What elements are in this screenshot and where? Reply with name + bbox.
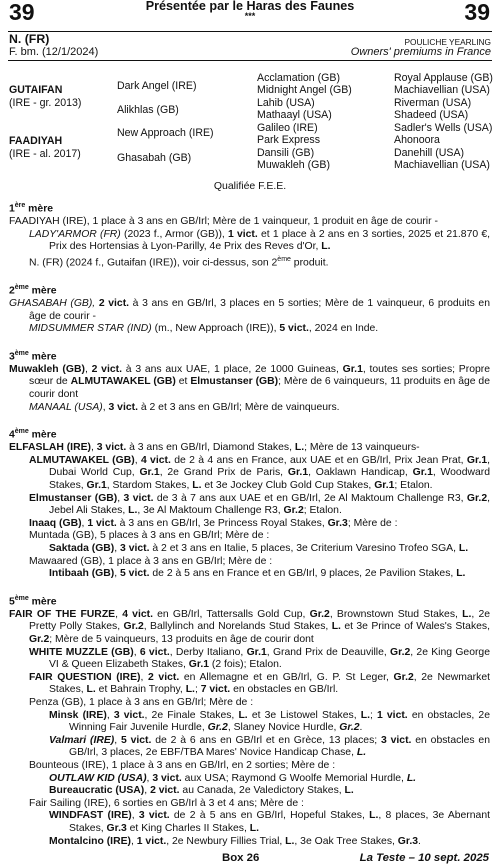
g4-ancestor: Ahonoora — [394, 134, 440, 146]
section-heading-5: 5ème mère — [9, 594, 57, 608]
produce-line: Minsk (IRE), 3 vict., 2e Finale Stakes, L. et 3e Listowel Stakes, L.; 1 vict. en obstacles, 2e Winning Fair Juvenile Hurdle, Gr.2, Slaney Novice Hurdle, Gr.2. — [49, 709, 490, 734]
g3-ancestor: Midnight Angel (GB) — [257, 84, 352, 96]
produce-line: WHITE MUZZLE (GB), 6 vict., Derby Italiano, Gr.1, Grand Prix de Deauville, Gr.2, 2e King George VI & Queen Elizabeth Stakes, Gr.1 (2 fois); Etalon. — [29, 646, 490, 671]
produce-line: ALMUTAWAKEL (GB), 4 vict. de 2 à 4 ans en France, aux UAE et en GB/Irl, Prix Jean Prat, Gr.1, Dubai World Cup, Gr.1, 2e Grand Prix de Paris, Gr.1, Oaklawn Handicap, Gr.1, Woodward Stakes, Gr.1, Stardom Stakes, L. et 3e Jockey Club Gold Cup Stakes, Gr.1; Etalon. — [29, 454, 491, 492]
box-number: Box 26 — [222, 852, 260, 864]
maternal-family — [9, 200, 490, 848]
consignor-title: Présentée par le Haras des Faunes — [145, 0, 355, 13]
g4-ancestor: Machiavellian (USA) — [394, 159, 490, 171]
g4-ancestor: Royal Applause (GB) — [394, 72, 493, 84]
sire-name: GUTAIFAN — [9, 84, 63, 96]
fifth-dam-paragraph: FAIR OF THE FURZE, 4 vict. en GB/Irl, Tattersalls Gold Cup, Gr.2, Brownstown Stud Stakes, L., 2e Pretty Polly Stakes, Gr.2, Ballylinch and Norelands Stud Stakes, L. et 3e Prince of Wales's Stakes, Gr.2; Mère de 5 vainqueurs, 13 produits en âge de courir dont — [9, 608, 490, 646]
pedigree — [0, 72, 500, 174]
g3-ancestor: Galileo (IRE) — [257, 122, 318, 134]
produce-line: LADY'ARMOR (FR) (2023 f., Armor (GB)), 1 vict. et 1 place à 2 ans en 3 sorties, 2025 et 21.870 €, Prix des Hortensias à Lyon-Parilly, 4e Prix des Reves d'Or, L. — [29, 228, 490, 253]
g3-ancestor: Muwakleh (GB) — [257, 159, 330, 171]
produce-line: MIDSUMMER STAR (IND) (m., New Approach (IRE)), 5 vict., 2024 en Inde. — [29, 323, 379, 335]
g2-ancestor: Alikhlas (GB) — [117, 104, 179, 116]
produce-line: Muntada (GB), 5 places à 3 ans en GB/Irl; Mère de : — [29, 530, 270, 542]
g4-ancestor: Sadler's Wells (USA) — [394, 122, 493, 134]
produce-line: Bounteous (IRE), 1 place à 3 ans en GB/Irl, en 2 sorties; Mère de : — [29, 759, 336, 771]
produce-line: OUTLAW KID (USA), 3 vict. aux USA; Raymond G Woolfe Memorial Hurdle, L. — [49, 772, 417, 784]
g2-ancestor: Dark Angel (IRE) — [117, 80, 197, 92]
horse-type: POULICHE YEARLING — [404, 37, 491, 47]
owners-premiums: Owners' premiums in France — [350, 46, 491, 58]
footer — [0, 852, 500, 866]
dam-desc: (IRE - al. 2017) — [9, 148, 81, 160]
g4-ancestor: Danehill (USA) — [394, 147, 465, 159]
third-dam-paragraph: Muwakleh (GB), 2 vict. à 3 ans aux UAE, 1 place, 2e 1000 Guineas, Gr.1, toutes ses sorties; Propre sœur de ALMUTAWAKEL (GB) et Elmustanser (GB); Mère de 6 vainqueurs, 11 produits en âge de courir dont — [9, 363, 490, 400]
lot-number-left: 39 — [9, 0, 35, 25]
produce-line: Elmustanser (GB), 3 vict. de 3 à 7 ans aux UAE et en GB/Irl, 2e Al Maktoum Challenge R3, Gr.2, Jebel Ali Stakes, L., 3e Al Maktoum Challenge R3, Gr.2; Etalon. — [29, 492, 490, 517]
g2-ancestor: Ghasabah (GB) — [117, 152, 192, 164]
produce-line: MANAAL (USA), 3 vict. à 2 et 3 ans en GB/Irl; Mère de vainqueurs. — [29, 401, 340, 413]
header-rule — [8, 31, 492, 32]
sire-desc: (IRE - gr. 2013) — [9, 97, 82, 109]
section-heading-3: 3ème mère — [9, 349, 57, 363]
g2-ancestor: New Approach (IRE) — [117, 127, 214, 139]
section-heading-2: 2ème mère — [9, 283, 57, 297]
name-rule — [8, 60, 492, 61]
produce-line: FAIR QUESTION (IRE), 2 vict. en Allemagne et en GB/Irl, G. P. St Leger, Gr.2, 2e Newmarket Stakes, L. et Bahrain Trophy, L.; 7 vict. en obstacles en GB/Irl. — [29, 671, 491, 696]
produce-line: Fair Sailing (IRE), 6 sorties en GB/Irl à 3 et 4 ans; Mère de : — [29, 797, 304, 809]
g4-ancestor: Riverman (USA) — [394, 97, 472, 109]
section-heading-4: 4ème mère — [9, 428, 57, 441]
g3-ancestor: Acclamation (GB) — [257, 72, 341, 84]
produce-line: Saktada (GB), 3 vict. à 2 et 3 ans en Italie, 5 places, 3e Criterium Varesino Trofeo SGA, L. — [49, 543, 469, 554]
section-heading-1: 1ère mère — [9, 202, 54, 215]
g3-ancestor: Mathaayl (USA) — [257, 109, 332, 121]
horse-sub-row — [9, 46, 491, 59]
produce-line: WINDFAST (IRE), 3 vict. de 2 à 5 ans en GB/Irl, Hopeful Stakes, L., 8 places, 3e Abernant Stakes, Gr.3 et King Charles II Stakes, L. — [49, 810, 490, 834]
horse-desc: F. bm. (12/1/2024) — [9, 46, 99, 58]
produce-line: Intibaah (GB), 5 vict. de 2 à 5 ans en France et en GB/Irl, 9 places, 2e Pavilion Stakes, L. — [49, 568, 466, 580]
lot-number-right: 39 — [464, 0, 490, 25]
fourth-dam-paragraph: ELFASLAH (IRE), 3 vict. à 3 ans en GB/Irl, Diamond Stakes, L.; Mère de 13 vainqueurs- — [9, 442, 420, 454]
produce-line: Inaaq (GB), 1 vict. à 3 ans en GB/Irl, 3e Princess Royal Stakes, Gr.3; Mère de : — [29, 517, 398, 529]
produce-line: Penza (GB), 1 place à 3 ans en GB/Irl; Mère de : — [29, 697, 254, 708]
stars: *** — [244, 11, 256, 21]
g3-ancestor: Dansili (GB) — [257, 147, 315, 159]
g4-ancestor: Machiavellian (USA) — [394, 84, 490, 96]
dam-paragraph: FAADIYAH (IRE), 1 place à 3 ans en GB/Irl; Mère de 1 vainqueur, 1 produit en âge de courir - — [9, 216, 438, 228]
horse-name: N. (FR) — [9, 32, 50, 46]
g4-ancestor: Shadeed (USA) — [394, 109, 469, 121]
produce-line: Montalcino (IRE), 1 vict., 2e Newbury Fillies Trial, L., 3e Oak Tree Stakes, Gr.3. — [49, 835, 421, 847]
qualification: Qualifiée F.E.E. — [213, 180, 287, 192]
produce-line: N. (FR) (2024 f., Gutaifan (IRE)), voir ci-dessus, son 2ème produit. — [29, 255, 329, 269]
g3-ancestor: Park Express — [257, 134, 320, 146]
produce-line: Valmari (IRE), 5 vict. de 2 à 6 ans en GB/Irl et en Grèce, 13 places; 3 vict. en obstacles en GB/Irl, 3 places, 2e EBF/TBA Mares' Novice Handicap Chase, L. — [49, 734, 490, 759]
dam-name: FAADIYAH — [9, 135, 63, 147]
sale-place-date: La Teste – 10 sept. 2025 — [359, 852, 489, 864]
produce-line: Bureaucratic (USA), 2 vict. au Canada, 2e Valedictory Stakes, L. — [49, 785, 354, 797]
g3-ancestor: Lahib (USA) — [257, 97, 315, 109]
second-dam-paragraph: GHASABAH (GB), 2 vict. à 3 ans en GB/Irl, 3 places en 5 sorties; Mère de 1 vainqueur, 6 produits en âge de courir - — [9, 297, 490, 322]
produce-line: Mawaared (GB), 1 place à 3 ans en GB/Irl; Mère de : — [29, 555, 273, 567]
